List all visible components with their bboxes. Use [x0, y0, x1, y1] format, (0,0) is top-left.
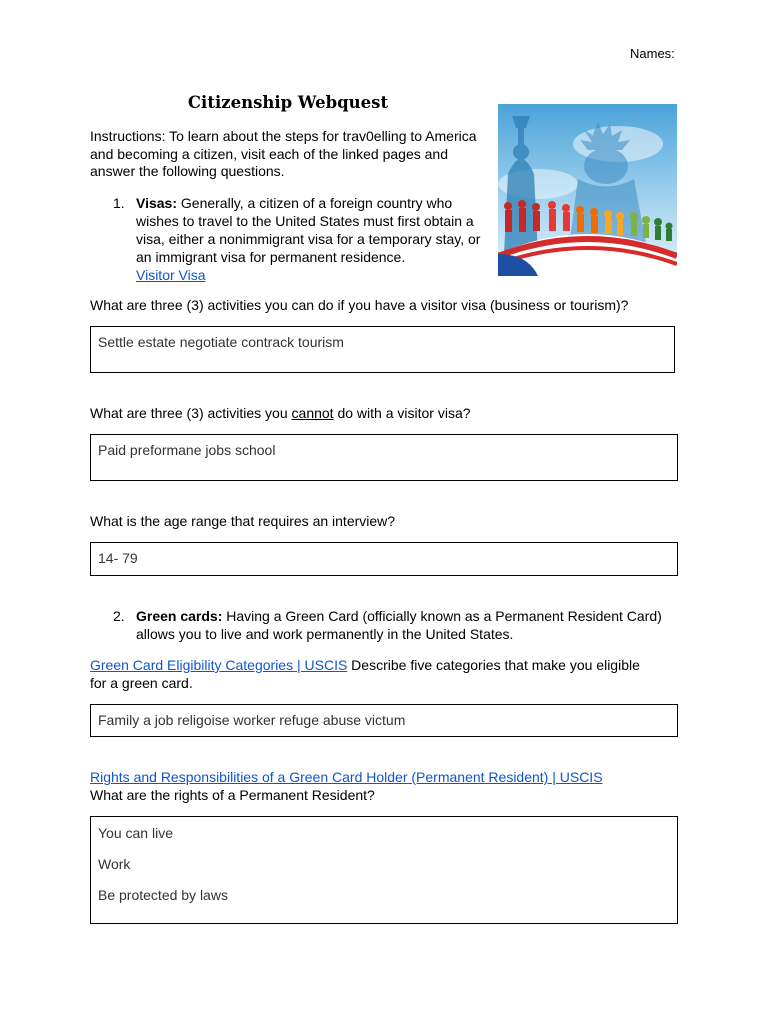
section1-visas: [136, 194, 492, 284]
answer-5-line: You can live: [98, 825, 173, 841]
question-4-text: Describe five categories that make you eligible for a green card.: [90, 657, 640, 691]
instructions-text: Instructions: To learn about the steps for trav0elling to America and becoming a citizen, visit each of the linked pages and answer the following questions.: [90, 128, 477, 179]
section2-number: 2.: [113, 608, 125, 624]
rights-responsibilities-link[interactable]: Rights and Responsibilities of a Green Card Holder (Permanent Resident) | USCIS: [90, 769, 603, 785]
question-2: [90, 404, 471, 422]
section1-number: 1.: [113, 195, 125, 211]
answer-box-4[interactable]: [90, 704, 678, 737]
question-5-link-line: [90, 768, 603, 786]
answer-5-line: Be protected by laws: [98, 887, 228, 903]
answer-box-3[interactable]: [90, 542, 678, 576]
question-4: [90, 656, 650, 692]
section2-heading: Green cards:: [136, 608, 223, 624]
page-title: Citizenship Webquest: [187, 93, 389, 112]
statue-of-liberty-immigrants-image: [498, 104, 677, 276]
question-3: What is the age range that requires an interview?: [90, 513, 396, 529]
green-card-eligibility-link[interactable]: Green Card Eligibility Categories | USCIS: [90, 657, 348, 673]
section2-text: Having a Green Card (officially known as a Permanent Resident Card) allows you to live and work permanently in the United States.: [136, 608, 662, 642]
answer-4-text: Family a job religoise worker refuge abuse victum: [98, 712, 406, 728]
section1-heading: Visas:: [136, 195, 177, 211]
question-1: What are three (3) activities you can do if you have a visitor visa (business or tourism)?: [90, 297, 629, 313]
answer-2-text: Paid preformane jobs school: [98, 442, 276, 458]
section2-green-cards: [136, 607, 676, 643]
question-2-emphasis: cannot: [291, 405, 334, 421]
answer-1-text: Settle estate negotiate contrack tourism: [98, 334, 344, 350]
visitor-visa-link[interactable]: Visitor Visa: [136, 267, 206, 283]
answer-box-1[interactable]: [90, 326, 675, 373]
question-2-before: What are three (3) activities you: [90, 405, 292, 421]
answer-3-text: 14- 79: [98, 550, 138, 566]
answer-box-2[interactable]: [90, 434, 678, 481]
question-2-after: do with a visitor visa?: [333, 405, 471, 421]
question-5: What are the rights of a Permanent Resident?: [90, 787, 375, 803]
names-label: Names:: [630, 46, 675, 61]
section1-text: Generally, a citizen of a foreign country who wishes to travel to the United States must first obtain a visa, either a nonimmigrant visa for a temporary stay, or an immigrant visa for permanent residence.: [136, 195, 481, 265]
answer-5-line: Work: [98, 856, 131, 872]
answer-box-5[interactable]: [90, 816, 678, 924]
